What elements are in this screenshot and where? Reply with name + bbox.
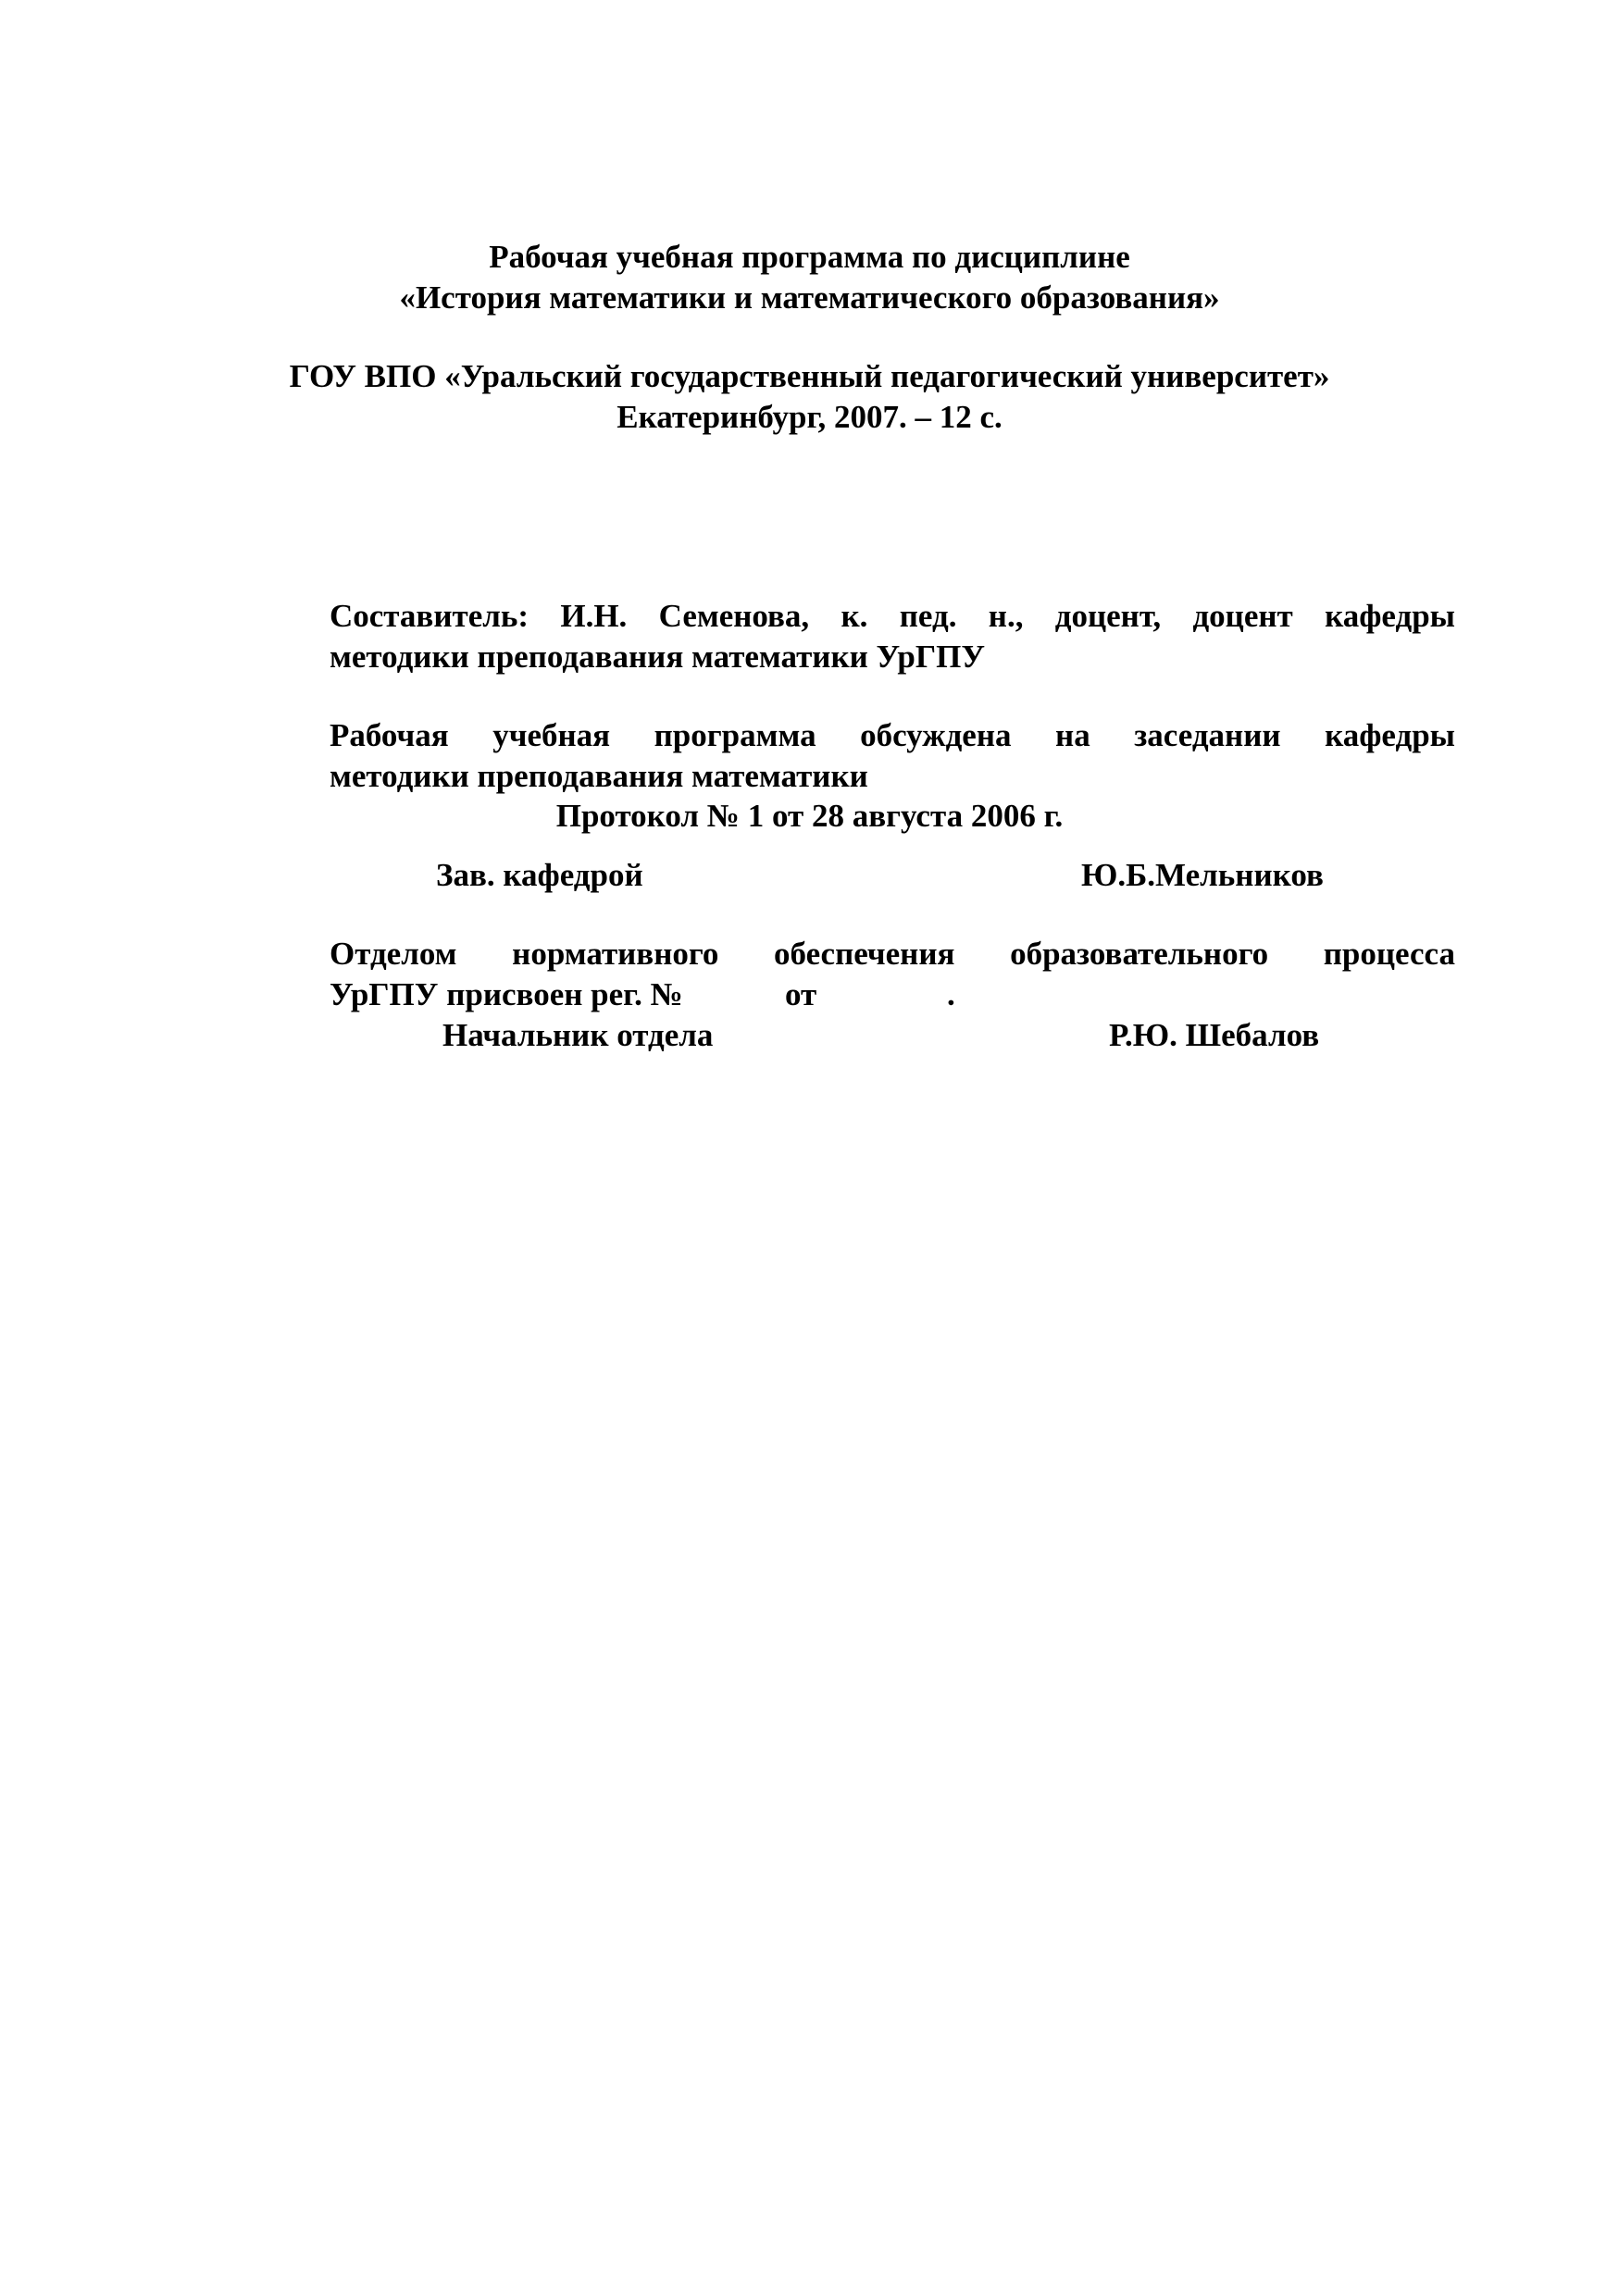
chief-name: Р.Ю. Шебалов <box>1109 1017 1320 1053</box>
discussion-line-1: Рабочая учебная программа обсуждена на заседании кафедры <box>330 717 1455 753</box>
registration-from-label: от <box>785 976 817 1012</box>
head-role: Зав. кафедрой <box>436 857 643 893</box>
compiler-line-1: Составитель: И.Н. Семенова, к. пед. н., доцент, доцент кафедры <box>330 598 1455 634</box>
discussion-line-2: методики преподавания математики <box>330 758 868 794</box>
registration-end-dot: . <box>947 976 955 1012</box>
protocol-line: Протокол № 1 от 28 августа 2006 г. <box>555 798 1064 834</box>
title-line-2: «История математики и математического образования» <box>399 279 1220 316</box>
registration-number-label: УрГПУ присвоен рег. № <box>330 976 683 1012</box>
head-name: Ю.Б.Мельников <box>1081 857 1324 893</box>
registration-line-1: Отделом нормативного обеспечения образовательного процесса <box>330 936 1455 972</box>
compiler-line-2: методики преподавания математики УрГПУ <box>330 639 986 675</box>
institution-line: ГОУ ВПО «Уральский государственный педагогический университет» <box>289 358 1330 394</box>
imprint-line: Екатеринбург, 2007. – 12 с. <box>616 399 1003 435</box>
chief-role: Начальник отдела <box>442 1017 714 1053</box>
title-line-1: Рабочая учебная программа по дисциплине <box>489 239 1130 275</box>
